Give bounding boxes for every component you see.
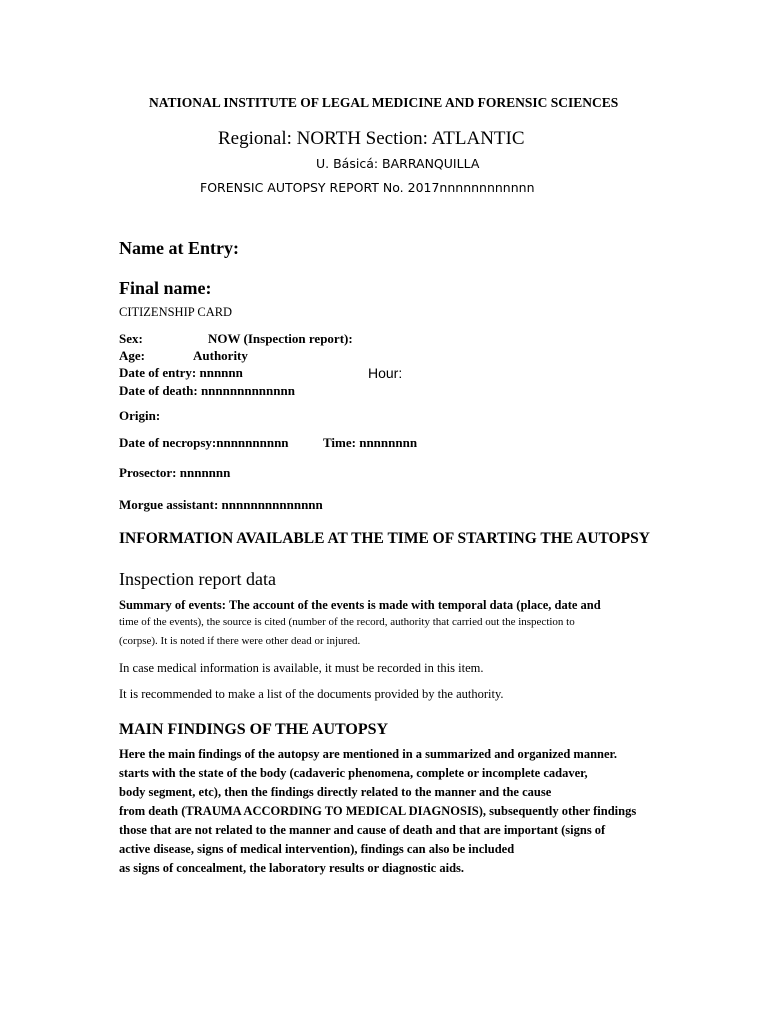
- summary-line-1: Summary of events: The account of the events is made with temporal data (place, date and: [119, 598, 601, 612]
- main-findings-heading: MAIN FINDINGS OF THE AUTOPSY: [119, 721, 389, 738]
- institute-title: NATIONAL INSTITUTE OF LEGAL MEDICINE AND FORENSIC SCIENCES: [149, 95, 619, 110]
- inspection-report-heading: Inspection report data: [119, 569, 276, 589]
- summary-line-2: time of the events), the source is cited (number of the record, authority that carried out the inspection to: [119, 616, 575, 628]
- documents-note: It is recommended to make a list of the documents provided by the authority.: [119, 687, 504, 701]
- morgue-assistant: Morgue assistant: nnnnnnnnnnnnnn: [119, 497, 323, 512]
- report-number: FORENSIC AUTOPSY REPORT No. 2017nnnnnnnnnnnn: [200, 180, 535, 195]
- authority-label: Authority: [193, 348, 248, 363]
- necropsy-time: Time: nnnnnnnn: [323, 435, 418, 450]
- prosector: Prosector: nnnnnnn: [119, 465, 231, 480]
- findings-line: those that are not related to the manner and cause of death and that are important (signs of: [119, 823, 606, 837]
- regional-heading: Regional: NORTH Section: ATLANTIC: [218, 128, 525, 149]
- age-label: Age:: [119, 348, 145, 363]
- final-name-label: Final name:: [119, 278, 212, 298]
- basic-unit: U. Básicá: BARRANQUILLA: [316, 156, 480, 171]
- name-at-entry-label: Name at Entry:: [119, 238, 239, 258]
- date-of-death: Date of death: nnnnnnnnnnnnn: [119, 383, 295, 398]
- medical-info-note: In case medical information is available, it must be recorded in this item.: [119, 661, 484, 675]
- findings-line: from death (TRAUMA ACCORDING TO MEDICAL DIAGNOSIS), subsequently other findings: [119, 804, 637, 818]
- date-of-necropsy: Date of necropsy:nnnnnnnnnn: [119, 435, 289, 450]
- origin-label: Origin:: [119, 408, 161, 423]
- date-of-entry: Date of entry: nnnnnn: [119, 365, 243, 380]
- info-available-heading: INFORMATION AVAILABLE AT THE TIME OF STARTING THE AUTOPSY: [119, 530, 650, 547]
- findings-line: Here the main findings of the autopsy are mentioned in a summarized and organized manner.: [119, 747, 618, 761]
- findings-line: as signs of concealment, the laboratory results or diagnostic aids.: [119, 861, 465, 875]
- findings-line: starts with the state of the body (cadaveric phenomena, complete or incomplete cadaver,: [119, 766, 588, 780]
- summary-line-3: (corpse). It is noted if there were other dead or injured.: [119, 635, 361, 647]
- sex-label: Sex:: [119, 331, 143, 346]
- citizenship-card-label: CITIZENSHIP CARD: [119, 305, 233, 319]
- inspection-report-label: NOW (Inspection report):: [208, 331, 353, 346]
- findings-line: active disease, signs of medical intervention), findings can also be included: [119, 842, 515, 856]
- findings-line: body segment, etc), then the findings directly related to the manner and the cause: [119, 785, 552, 799]
- hour-label: Hour:: [368, 365, 403, 381]
